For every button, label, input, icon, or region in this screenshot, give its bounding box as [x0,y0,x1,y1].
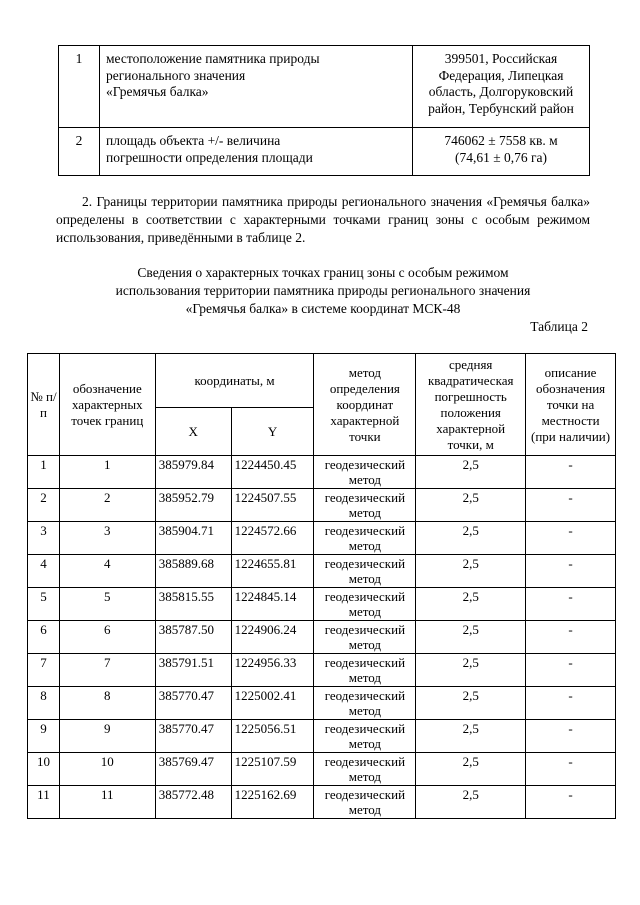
row-number-cell: 6 [28,621,60,654]
table-row [28,489,616,522]
text-line: район, Тербунский район [428,100,574,116]
row-number-cell: 3 [28,522,60,555]
header-method: метод определения координат характерной точки [314,354,416,456]
description-cell: - [526,687,616,720]
method-cell: геодезический метод [314,555,416,588]
coord-y-cell: 1224906.24 [231,621,314,654]
body-paragraph: 2. Границы территории памятника природы регионального значения «Гремячья балка» определены в соответствии с характерными точками границ зоны с особым режимом использования, приведёнными в таблице 2. [56,194,590,245]
table-row [28,588,616,621]
info-row-area [59,128,590,176]
method-cell: геодезический метод [314,588,416,621]
coord-x-cell: 385787.50 [155,621,231,654]
error-cell: 2,5 [416,621,526,654]
description-cell: - [526,456,616,489]
row-number-cell: 4 [28,555,60,588]
method-cell: геодезический метод [314,456,416,489]
text-line: область, Долгоруковский [428,84,574,99]
coord-y-cell: 1225002.41 [231,687,314,720]
point-designation-cell: 4 [59,555,155,588]
table-row [28,753,616,786]
header-row [28,354,616,408]
coordinates-body [28,456,616,819]
description-cell: - [526,555,616,588]
caption-line: Сведения о характерных точках границ зоны с особым режимом [137,265,509,280]
row-number-cell: 5 [28,588,60,621]
method-cell: геодезический метод [314,522,416,555]
coord-x-cell: 385904.71 [155,522,231,555]
error-cell: 2,5 [416,786,526,819]
point-designation-cell: 10 [59,753,155,786]
description-cell: - [526,621,616,654]
point-designation-cell: 5 [59,588,155,621]
row-number: 1 [59,46,100,128]
table-row [28,720,616,753]
description-cell: - [526,720,616,753]
header-num: № п/п [28,354,60,456]
header-description: описание обозначения точки на местности (при наличии) [526,354,616,456]
table-row [28,654,616,687]
point-designation-cell: 11 [59,786,155,819]
coord-x-cell: 385889.68 [155,555,231,588]
row-description [100,46,413,128]
coord-x-cell: 385952.79 [155,489,231,522]
coord-y-cell: 1224507.55 [231,489,314,522]
row-number-cell: 2 [28,489,60,522]
method-cell: геодезический метод [314,786,416,819]
row-number-cell: 8 [28,687,60,720]
info-row-location [59,46,590,128]
point-designation-cell: 7 [59,654,155,687]
point-designation-cell: 2 [59,489,155,522]
row-number-cell: 10 [28,753,60,786]
header-coords: координаты, м [155,354,314,408]
row-number-cell: 9 [28,720,60,753]
coordinates-table [27,353,616,819]
table-row [28,687,616,720]
caption-line: использования территории памятника природы регионального значения [115,283,531,298]
description-cell: - [526,588,616,621]
header-y: Y [231,408,314,456]
caption-line: «Гремячья балка» в системе координат МСК-48 [185,301,461,316]
coord-x-cell: 385772.48 [155,786,231,819]
description-cell: - [526,753,616,786]
row-value [413,128,590,176]
coord-y-cell: 1225107.59 [231,753,314,786]
error-cell: 2,5 [416,654,526,687]
table-row [28,555,616,588]
text-line: (74,61 ± 0,76 га) [454,149,548,165]
description-cell: - [526,489,616,522]
row-description [100,128,413,176]
text-line: «Гремячья балка» [106,84,209,99]
table-row [28,456,616,489]
point-designation-cell: 6 [59,621,155,654]
table-caption [56,264,590,318]
coord-x-cell: 385791.51 [155,654,231,687]
row-number-cell: 1 [28,456,60,489]
coord-x-cell: 385815.55 [155,588,231,621]
error-cell: 2,5 [416,753,526,786]
table-label: Таблица 2 [530,319,588,334]
error-cell: 2,5 [416,555,526,588]
text-line: 399501, Российская [444,51,558,66]
point-designation-cell: 9 [59,720,155,753]
error-cell: 2,5 [416,588,526,621]
error-cell: 2,5 [416,720,526,753]
method-cell: геодезический метод [314,687,416,720]
error-cell: 2,5 [416,456,526,489]
row-number-cell: 7 [28,654,60,687]
error-cell: 2,5 [416,687,526,720]
coord-y-cell: 1224450.45 [231,456,314,489]
coord-y-cell: 1225056.51 [231,720,314,753]
method-cell: геодезический метод [314,753,416,786]
row-value [413,46,590,128]
error-cell: 2,5 [416,522,526,555]
text-line: местоположение памятника природы [106,51,320,66]
header-designation: обозначение характерных точек границ [59,354,155,456]
description-cell: - [526,522,616,555]
coord-y-cell: 1224655.81 [231,555,314,588]
coord-y-cell: 1224845.14 [231,588,314,621]
text-line: Федерация, Липецкая [438,67,564,83]
text-line: погрешности определения площади [106,149,313,165]
description-cell: - [526,786,616,819]
coord-y-cell: 1224956.33 [231,654,314,687]
point-designation-cell: 3 [59,522,155,555]
table-row [28,522,616,555]
point-designation-cell: 1 [59,456,155,489]
coord-y-cell: 1224572.66 [231,522,314,555]
method-cell: геодезический метод [314,720,416,753]
coord-x-cell: 385769.47 [155,753,231,786]
description-cell: - [526,654,616,687]
text-line: 746062 ± 7558 кв. м [444,133,558,148]
method-cell: геодезический метод [314,621,416,654]
header-error: средняя квадратическая погрешность положения характерной точки, м [416,354,526,456]
text-line: площадь объекта +/- величина [106,133,281,148]
row-number-cell: 11 [28,786,60,819]
table-row [28,621,616,654]
method-cell: геодезический метод [314,489,416,522]
error-cell: 2,5 [416,489,526,522]
header-x: X [155,408,231,456]
coord-x-cell: 385770.47 [155,687,231,720]
table-row [28,786,616,819]
info-table [58,45,590,176]
coord-y-cell: 1225162.69 [231,786,314,819]
coord-x-cell: 385979.84 [155,456,231,489]
row-number: 2 [59,128,100,176]
method-cell: геодезический метод [314,654,416,687]
point-designation-cell: 8 [59,687,155,720]
text-line: регионального значения [106,67,246,83]
coord-x-cell: 385770.47 [155,720,231,753]
